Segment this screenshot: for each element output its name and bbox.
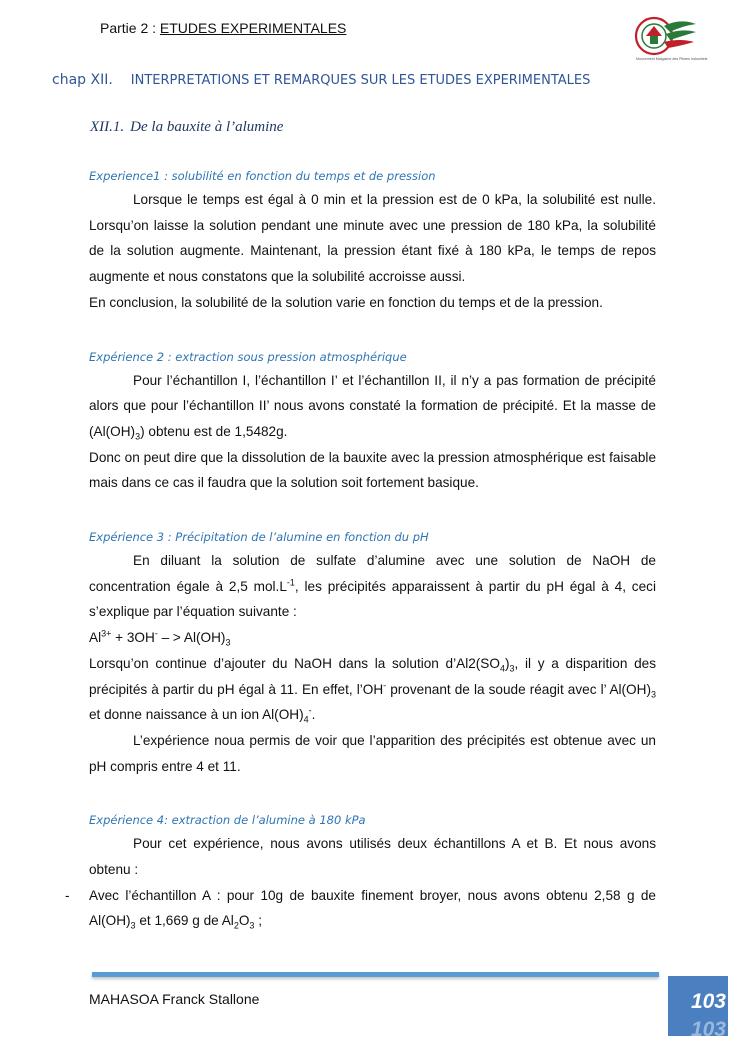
experiment4-paragraph: Pour cet expérience, nous avons utilisés deux échantillons A et B. Et nous avons obtenu : [89, 836, 656, 878]
page-header [100, 20, 346, 36]
page-number: 103 [690, 990, 726, 1013]
experiment3-paragraph-3: L’expérience noua permis de voir que l’apparition des précipités est obtenue avec un pH compris entre 4 et 11. [89, 732, 656, 774]
experiment2-conclusion: Donc on peut dire que la dissolution de la bauxite avec la pression atmosphérique est faisable mais dans ce cas il faudra que la solution soit fortement basique. [89, 449, 656, 491]
experiment2-heading: Expérience 2 : extraction sous pression atmosphérique [89, 349, 407, 364]
chapter-number: chap XII. [52, 72, 113, 88]
bullet-dash: - [65, 887, 70, 903]
experiment2-paragraph: Pour l’échantillon I, l’échantillon I’ et l’échantillon II, il n’y a pas formation de précipité alors que pour l’échantillon II’ nous avons constaté la formation de précipité. Et la masse de $(Al(OH)_3)$ obtenu est de 1,5482g. [89, 372, 656, 442]
chemical-equation: $Al^{3+} + 3OH^-$ – > $Al(OH)_3$ [89, 628, 231, 648]
part-title: ETUDES EXPERIMENTALES [159, 20, 347, 36]
experiment3-paragraph: En diluant la solution de sulfate d’alumine avec une solution de NaOH de concentration égale à 2,5 $mol.L^{-1}$, les précipités apparaissent à partir du pH égal à 4, ceci s’explique par l’équation suivante : [89, 553, 656, 620]
experiment3-paragraph-2: Lorsqu’on continue d’ajouter du NaOH dans la solution $d’Al2(SO_4)_3$, il y a disparition des précipités à partir du pH égal à 11. En effet, l’OH- provenant de la soude réagit avec l’ $Al(OH)_3$ et donne naissance à un ion $Al(OH)_4^-$. [89, 655, 657, 725]
chapter-heading [52, 72, 590, 88]
experiment1-conclusion: En conclusion, la solubilité de la solution varie en fonction du temps et de la pression. [89, 294, 603, 310]
section-number: XII.1. [90, 119, 125, 135]
section-heading [90, 119, 283, 136]
experiment4-heading: Expérience 4: extraction de l’alumine à 180 kPa [89, 813, 366, 828]
chapter-title: INTERPRETATIONS ET REMARQUES SUR LES ETUDES EXPERIMENTALES [130, 73, 591, 88]
logo-caption: Mouvement Malgache des Pilotes Industriels [636, 57, 708, 61]
section-title: De la bauxite à l’alumine [130, 119, 284, 135]
footer-divider [92, 972, 659, 977]
experiment4-bullet: - Avec l’échantillon A : pour 10g de bauxite finement broyer, nous avons obtenu 2,58 g de $Al(OH)_3$ et 1,669 g de $Al_2O_3$ ; [89, 883, 656, 934]
experiment1-paragraph: Lorsque le temps est égal à 0 min et la pression est de 0 kPa, la solubilité est nulle. Lorsqu’on laisse la solution pendant une minute avec une pression de 180 kPa, la solubilité de la solution augmente. Maintenant, la pression étant fixé à 180 kPa, le temps de repos augmente et nous constatons que la solubilité accroisse aussi. [89, 192, 656, 285]
experiment1-heading: Experience1 : solubilité en fonction du temps et de pression [89, 169, 436, 183]
organization-logo [630, 14, 708, 62]
footer-author: MAHASOA Franck Stallone [89, 991, 260, 1007]
part-label: Partie 2 : [100, 20, 160, 36]
page-number-ghost: 103 [690, 1018, 726, 1041]
main-content [65, 165, 657, 934]
experiment3-heading: Expérience 3 : Précipitation de l’alumine en fonction du pH [89, 530, 429, 545]
